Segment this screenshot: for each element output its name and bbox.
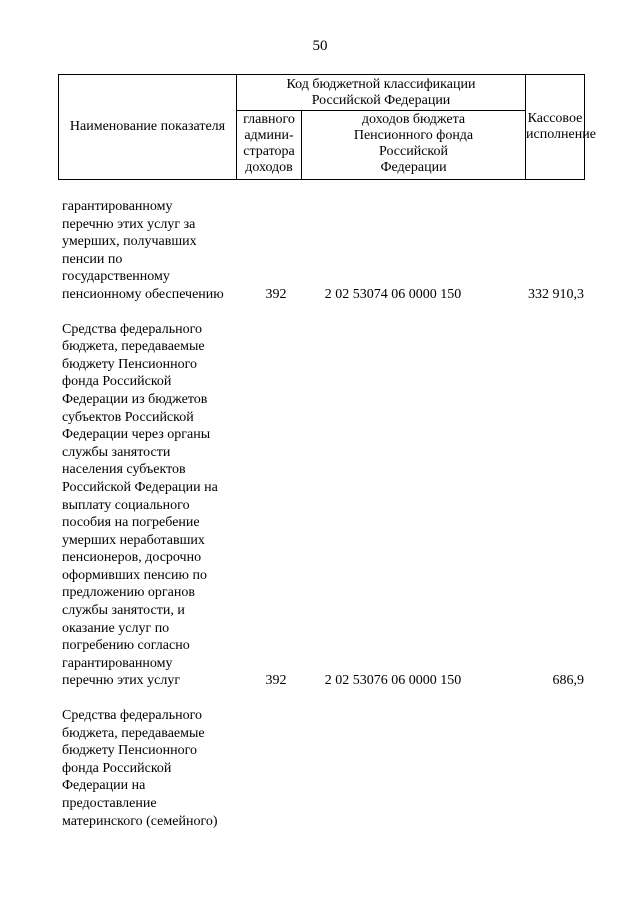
header-classification-code: [237, 75, 526, 111]
table-row: [0, 321, 640, 690]
header-chief-administrator-label: главного админи- стратора доходов: [243, 112, 295, 175]
table-row: [0, 707, 640, 830]
header-pension-fund-income: [302, 111, 526, 179]
header-cash-execution-label: Кассовое исполнение: [526, 111, 596, 142]
table-body: [0, 198, 640, 847]
header-pension-fund-income-label: доходов бюджета Пенсионного фонда Российской Федерации: [353, 112, 474, 175]
header-cash-execution: [526, 75, 596, 179]
row-indicator-name: гарантированному перечню этих услуг за умерших, получавших пенсии по государственному пенсионному обеспечению: [62, 199, 224, 302]
row-income-code: 2 02 53074 06 0000 150: [324, 286, 462, 302]
row-admin-code: 392: [265, 673, 287, 689]
header-indicator-name: [59, 75, 237, 179]
table-header: [58, 74, 596, 180]
page-number: 50: [312, 38, 328, 54]
row-income-code: 2 02 53076 06 0000 150: [324, 673, 462, 689]
row-admin-code: 392: [265, 286, 287, 302]
header-indicator-name-label: Наименование показателя: [69, 119, 226, 134]
row-indicator-name: Средства федерального бюджета, передаваемые бюджету Пенсионного фонда Российской Федерации из бюджетов субъектов Российской Федерации через органы службы занятости населения субъектов Российской Федерации на выплату социального пособия на погребение умерших неработавших пенсионеров, досрочно оформивших пенсию по предложению органов службы занятости, и оказание услуг по погребению согласно гарантированному перечню этих услуг: [62, 321, 218, 689]
row-amount: 686,9: [552, 673, 584, 689]
header-classification-code-label: Код бюджетной классификации Российской Федерации: [286, 76, 476, 108]
header-chief-administrator: [237, 111, 302, 179]
row-indicator-name: Средства федерального бюджета, передаваемые бюджету Пенсионного фонда Российской Федерации на предоставление материнского (семейного): [62, 708, 218, 829]
row-amount: 332 910,3: [528, 286, 584, 302]
table-row: [0, 198, 640, 304]
